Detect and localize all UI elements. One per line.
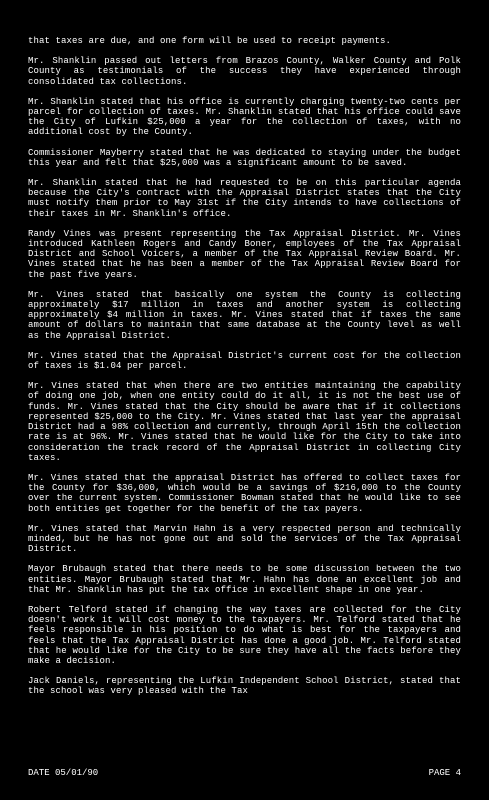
paragraph: Mr. Vines stated that Marvin Hahn is a very respected person and technically minded, but he has not gone out and sold the services of the Tax Appraisal District. bbox=[28, 523, 461, 555]
paragraph: Mr. Vines stated that the appraisal District has offered to collect taxes for the County for $36,000, which would be a savings of $216,000 to the County over the current system. Commissioner Bowman stated that he would like to see both entities get together for the benefit of the tax payers. bbox=[28, 472, 461, 514]
paragraph: Robert Telford stated if changing the way taxes are collected for the City doesn't work it will cost money to the taxpayers. Mr. Telford stated that he feels responsible in his position to do what is best for the taxpayers and feels that the Tax Appraisal District has done a good job. Mr. Telford stated that he would like for the City to be sure they have all the facts before they make a decision. bbox=[28, 604, 461, 666]
footer-date: DATE 05/01/90 bbox=[28, 768, 99, 778]
paragraph: Mr. Vines stated that basically one system the County is collecting approximately $17 million in taxes and another system is collecting approximately $4 million in taxes. Mr. Vines stated that if taxes the same amount of dollars to maintain that same database at the County level as well as the Appraisal District. bbox=[28, 289, 461, 341]
paragraph: Mr. Vines stated that the Appraisal District's current cost for the collection of taxes is $1.04 per parcel. bbox=[28, 350, 461, 372]
paragraph: Mr. Shanklin stated that his office is currently charging twenty-two cents per parcel for collection of taxes. Mr. Shanklin stated that his office could save the City of Lufkin $25,000 a year for the collection of taxes, with no additional cost by the County. bbox=[28, 96, 461, 138]
paragraph: Mr. Shanklin stated that he had requested to be on this particular agenda because the City's contract with the Appraisal District states that the City must notify them prior to May 31st if the City intends to have collections of their taxes in Mr. Shanklin's office. bbox=[28, 178, 461, 219]
paragraph: that taxes are due, and one form will be used to receipt payments. bbox=[28, 36, 392, 46]
paragraph: Commissioner Mayberry stated that he was dedicated to staying under the budget this year and felt that $25,000 was a significant amount to be saved. bbox=[28, 147, 461, 168]
paragraph: Mayor Brubaugh stated that there needs to be some discussion between the two entities. Mayor Brubaugh stated that Mr. Hahn has done an excellent job and that Mr. Shanklin has put the tax office in excellent shape in one year. bbox=[28, 564, 461, 595]
minutes-body bbox=[28, 36, 461, 697]
paragraph: Mr. Shanklin passed out letters from Brazos County, Walker County and Polk County as testimonials of the success they have experienced through consolidated tax collections. bbox=[28, 56, 461, 87]
page-footer bbox=[28, 768, 461, 778]
paragraph: Randy Vines was present representing the Tax Appraisal District. Mr. Vines introduced Kathleen Rogers and Candy Boner, employees of the Tax Appraisal District and School Voicers, a member of the Tax Appraisal Review Board. Mr. Vines stated that he has been a member of the Tax Appraisal Review Board for the past five years. bbox=[28, 228, 461, 280]
paragraph: Jack Daniels, representing the Lufkin Independent School District, stated that the school was very pleased with the Tax bbox=[28, 676, 461, 697]
paragraph: Mr. Vines stated that when there are two entities maintaining the capability of doing one job, when one entity could do it all, it is not the best use of funds. Mr. Vines stated that the City should be aware that if it collections represented $25,000 to the City. Mr. Vines stated that last year the appraisal District had a 98% collection and currently, through April 15th the collection rate is at 96%. Mr. Vines stated that he would like for the City to take into consideration the track record of the Appraisal District in collecting City taxes. bbox=[28, 381, 461, 463]
footer-page-number: PAGE 4 bbox=[428, 768, 461, 778]
